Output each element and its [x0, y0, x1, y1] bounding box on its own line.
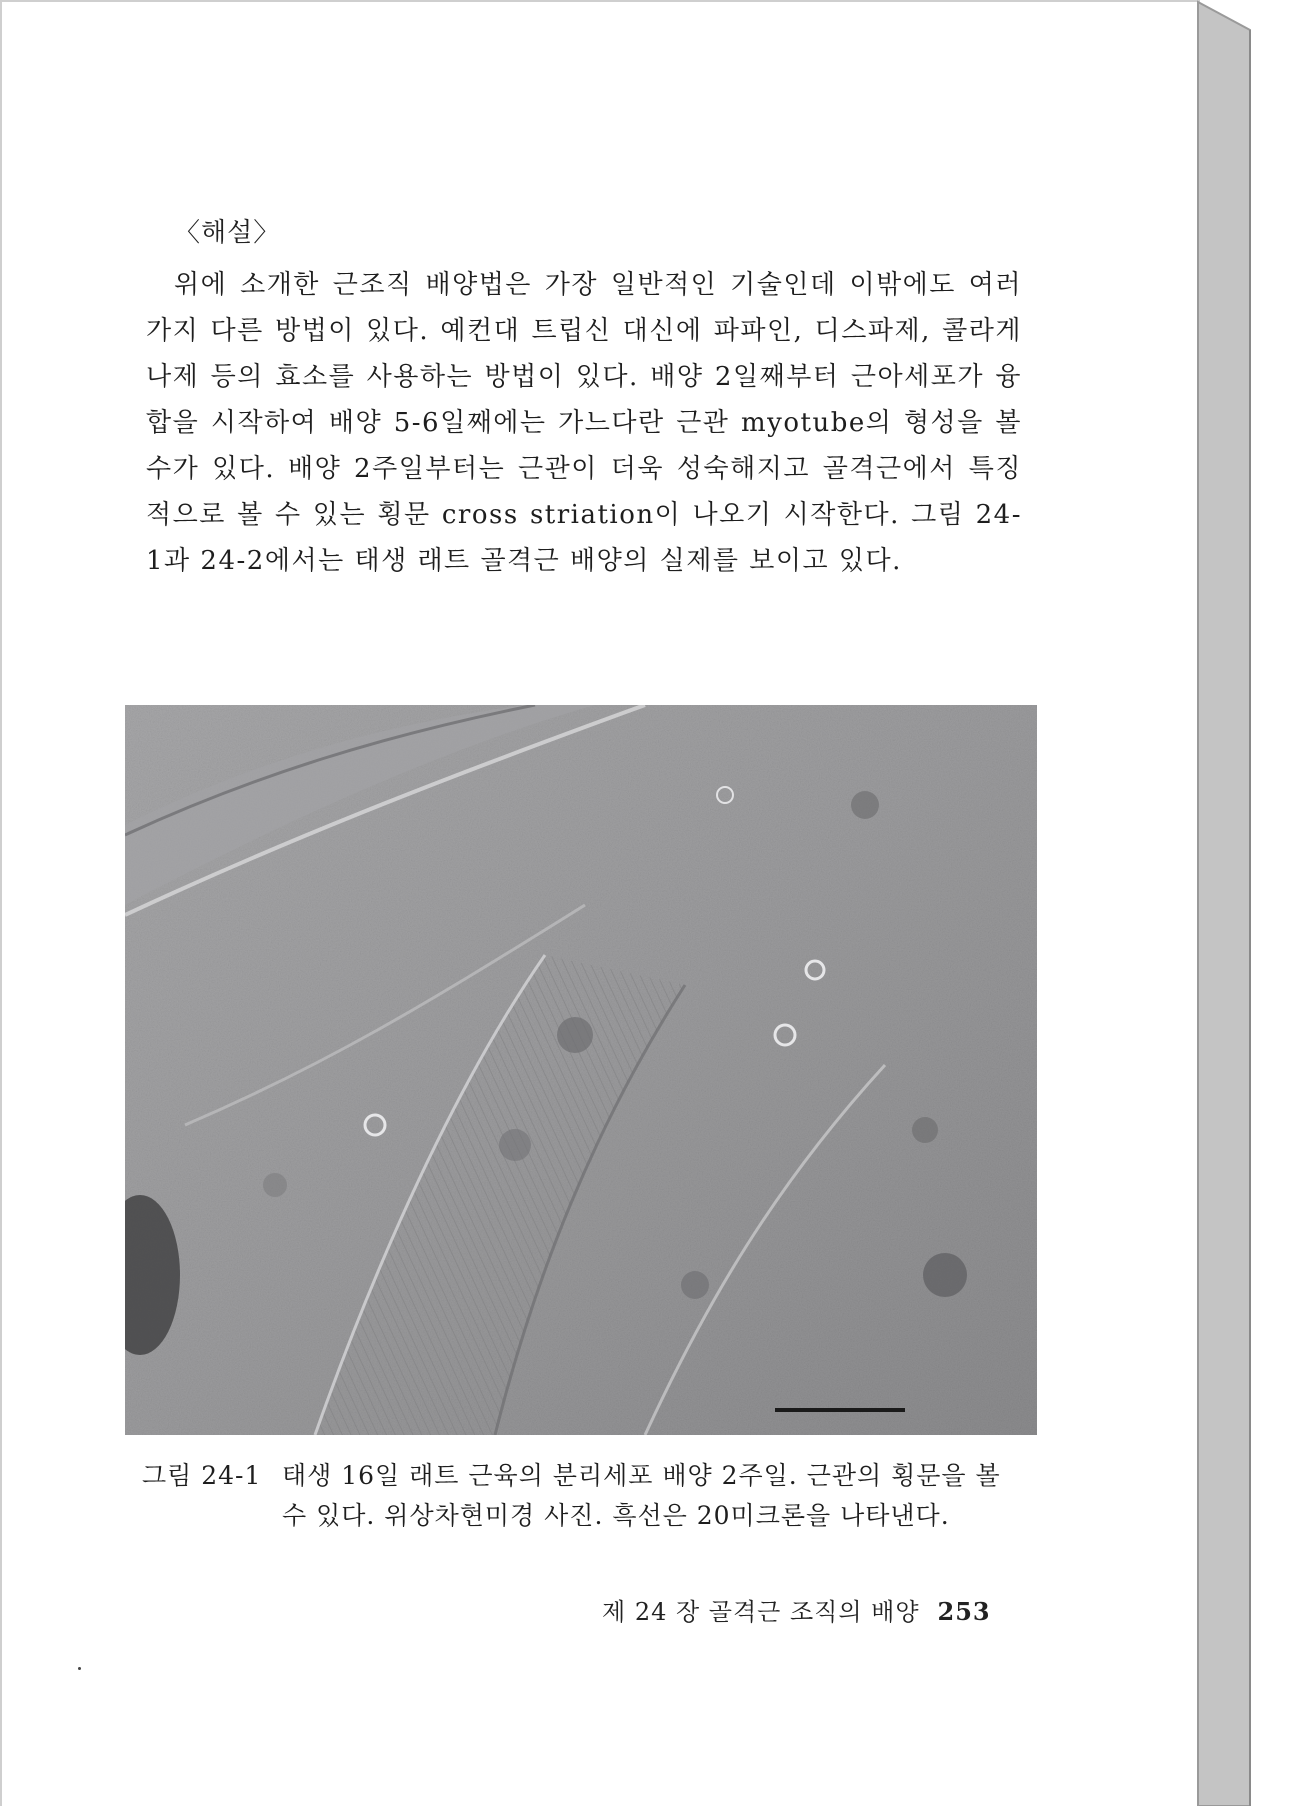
scale-bar [775, 1408, 905, 1412]
caption-line-1: 태생 16일 래트 근육의 분리세포 배양 2주일. 근관의 횡문을 볼 [282, 1461, 1001, 1490]
figure-label: 그림 24-1 [142, 1461, 262, 1490]
figure-caption [142, 1456, 1022, 1536]
microscope-photo [125, 705, 1037, 1435]
commentary-paragraph: 위에 소개한 근조직 배양법은 가장 일반적인 기술인데 이밖에도 여러 가지 다른 방법이 있다. 예컨대 트립신 대신에 파파인, 디스파제, 콜라게나제 등의 효소를 사용하는 방법이 있다. 배양 2일째부터 근아세포가 융합을 시작하여 배양 5-6일째에는 가느다란 근관 myotube의 형성을 볼 수가 있다. 배양 2주일부터는 근관이 더욱 성숙해지고 골격근에서 특징적으로 볼 수 있는 횡문 cross striation이 나오기 시작한다. 그림 24-1과 24-2에서는 태생 래트 골격근 배양의 실제를 보이고 있다. [146, 270, 1022, 576]
section-heading: 〈해설〉 [174, 218, 281, 248]
speck [78, 1667, 81, 1670]
muscle-culture-image [125, 705, 1037, 1435]
chapter-title: 제 24 장 골격근 조직의 배양 [602, 1598, 920, 1626]
running-footer [602, 1592, 991, 1627]
page-number: 253 [937, 1597, 991, 1626]
caption-line-2: 수 있다. 위상차현미경 사진. 흑선은 20미크론을 나타낸다. [282, 1501, 950, 1530]
